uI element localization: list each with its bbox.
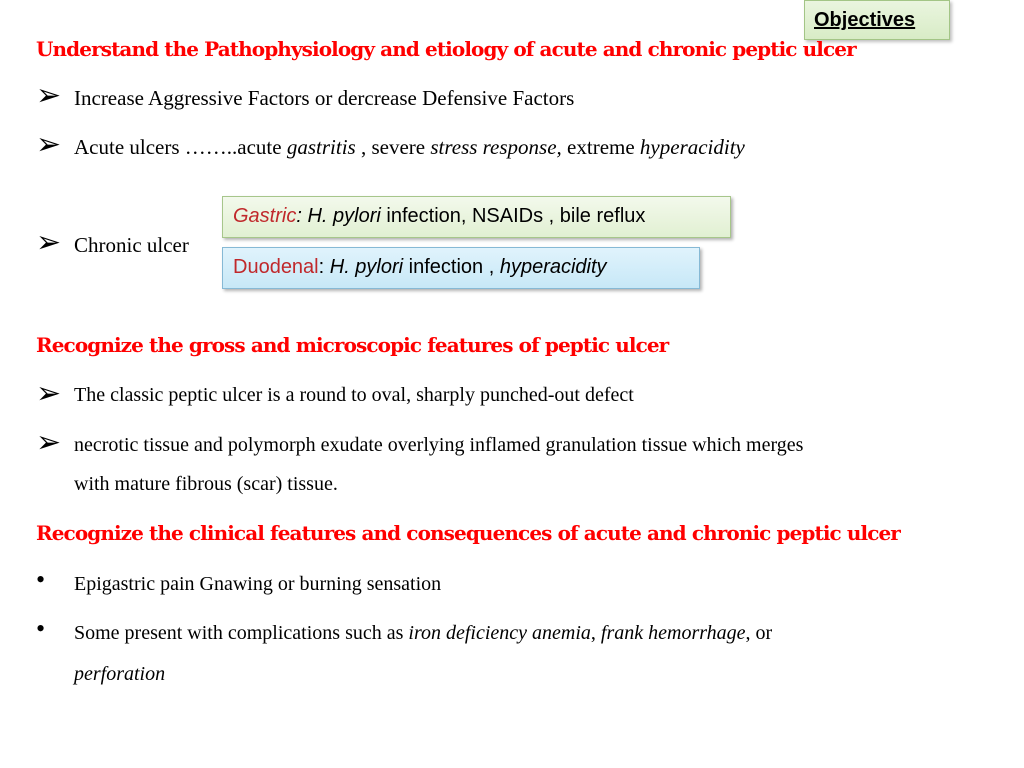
acute-gastritis: gastritis [286,135,356,159]
gastric-rest: infection, NSAIDs , bile reflux [380,205,646,227]
arrow-bullet-icon: ➢ [36,79,62,112]
dot-bullet-icon: • [36,614,46,643]
complications-comma2: , or [745,622,773,644]
bullet-epigastric-pain: Epigastric pain Gnawing or burning sensation [74,573,442,595]
section1-heading: Understand the Pathophysiology and etiology of acute and chronic peptic ulcer [36,37,856,61]
bullet-complications-line1 [74,622,772,645]
bullet-necrotic-tissue-line2: with mature fibrous (scar) tissue. [74,473,338,495]
dot-bullet-icon: • [36,565,46,594]
section2-heading: Recognize the gross and microscopic features of peptic ulcer [36,333,669,357]
arrow-bullet-icon: ➢ [36,426,62,459]
complication-frank-hemorrhage: frank hemorrhage [600,622,746,644]
duodenal-rest: infection , [403,256,500,278]
complication-perforation: perforation [74,663,166,685]
complication-iron-deficiency: iron deficiency anemia [408,622,591,644]
bullet-classic-ulcer: The classic peptic ulcer is a round to oval, sharply punched-out defect [74,384,634,406]
bullet-complications-line2 [74,663,165,686]
complications-comma1: , [590,622,601,644]
gastric-label: Gastric [233,205,297,227]
acute-sep1: , severe [355,135,431,159]
arrow-bullet-icon: ➢ [36,226,62,259]
gastric-causes-box [222,196,731,238]
duodenal-colon: : [318,256,330,278]
objectives-badge [804,0,950,40]
duodenal-hyperacidity: hyperacidity [499,256,607,278]
gastric-colon: : [296,205,308,227]
acute-hyperacidity: hyperacidity [639,135,745,159]
bullet-acute-ulcers [74,135,745,160]
objectives-label: Objectives [814,9,916,31]
complications-lead: Some present with complications such as [74,622,409,644]
gastric-pylori: H. pylori [307,205,381,227]
section3-heading: Recognize the clinical features and consequences of acute and chronic peptic ulcer [36,521,900,545]
bullet-aggressive-factors: Increase Aggressive Factors or dercrease Defensive Factors [74,86,575,110]
duodenal-pylori: H. pylori [329,256,404,278]
bullet-necrotic-tissue-line1: necrotic tissue and polymorph exudate overlying inflamed granulation tissue which merges [74,434,804,456]
bullet-chronic-ulcer: Chronic ulcer [74,233,189,257]
acute-sep2: extreme [561,135,640,159]
arrow-bullet-icon: ➢ [36,128,62,161]
acute-lead: Acute ulcers ……..acute [74,135,287,159]
duodenal-causes-box [222,247,700,289]
acute-stress: stress response, [430,135,562,159]
duodenal-label: Duodenal [233,256,319,278]
arrow-bullet-icon: ➢ [36,377,62,410]
